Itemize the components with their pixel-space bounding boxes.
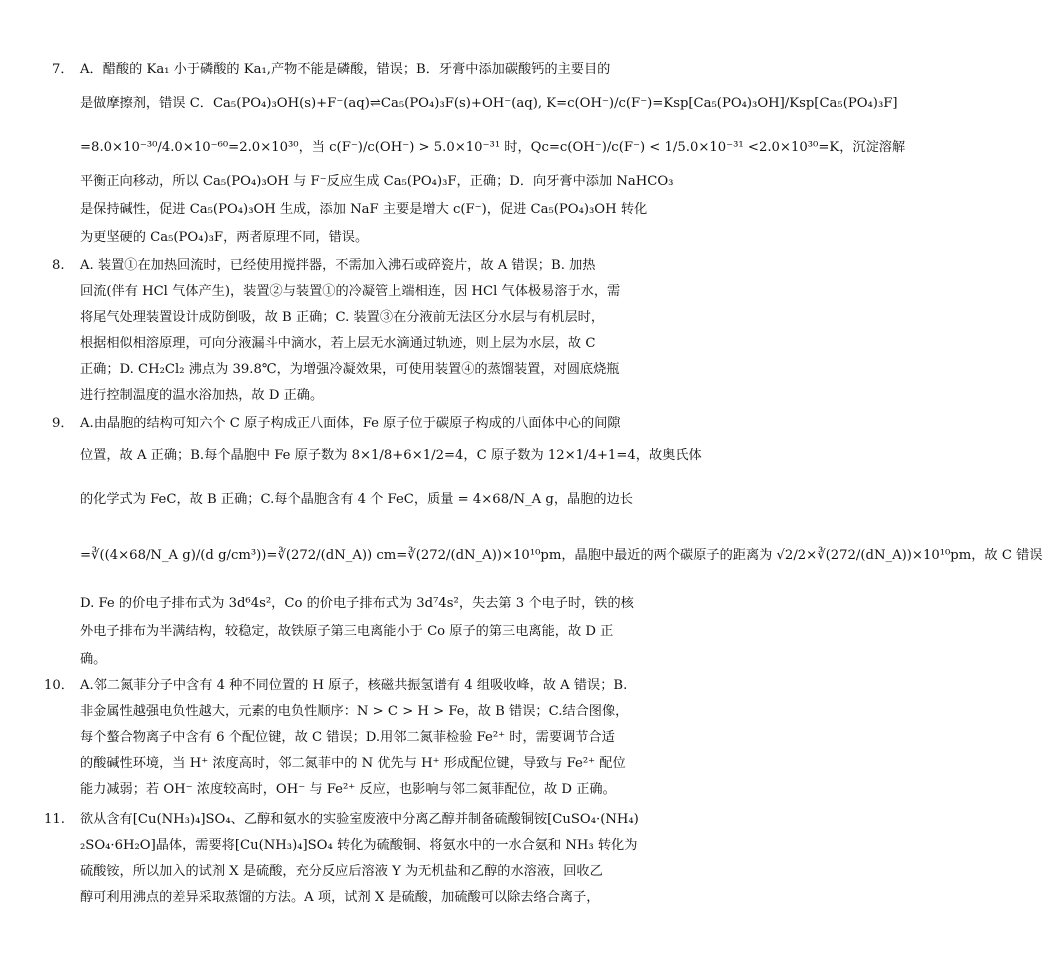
text-line: 硫酸铵，所以加入的试剂 X 是硫酸，充分反应后溶液 Y 为无机盐和乙醇的水溶液，回收乙 bbox=[80, 864, 603, 879]
text-line: 根据相似相溶原理，可向分液漏斗中滴水，若上层无水滴通过轨迹，则上层为水层，故 C bbox=[80, 336, 596, 351]
text-line: 为更坚硬的 Ca₅(PO₄)₃F，两者原理不同，错误。 bbox=[80, 230, 369, 245]
text-line: 醇可利用沸点的差异采取蒸馏的方法。A 项，试剂 X 是硫酸，加硫酸可以除去络合离子， bbox=[80, 890, 600, 905]
text-line: =8.0×10⁻³⁰/4.0×10⁻⁶⁰=2.0×10³⁰，当 c(F⁻)/c(OH⁻) > 5.0×10⁻³¹ 时，Qc=c(OH⁻)/c(F⁻) < 1/5.0×10⁻³¹ <2.0×10³⁰=K，沉淀溶解 bbox=[80, 140, 906, 155]
text-line: 是做摩擦剂，错误 C．Ca₅(PO₄)₃OH(s)+F⁻(aq)⇌Ca₅(PO₄)₃F(s)+OH⁻(aq), K=c(OH⁻)/c(F⁻)=Ksp[Ca₅(PO₄)₃OH]/Ksp[Ca₅(PO₄)₃F] bbox=[80, 96, 898, 111]
text-line: 的酸碱性环境，当 H⁺ 浓度高时，邻二氮菲中的 N 优先与 H⁺ 形成配位键，导致与 Fe²⁺ 配位 bbox=[80, 756, 626, 771]
question-number: 8. bbox=[52, 258, 65, 273]
text-line: 是保持碱性，促进 Ca₅(PO₄)₃OH 生成，添加 NaF 主要是增大 c(F⁻)，促进 Ca₅(PO₄)₃OH 转化 bbox=[80, 202, 648, 217]
text-line: D. Fe 的价电子排布式为 3d⁶4s²，Co 的价电子排布式为 3d⁷4s²，失去第 3 个电子时，铁的核 bbox=[80, 596, 634, 611]
text-line: =∛((4×68/N_A g)/(d g/cm³))=∛(272/(dN_A)) cm=∛(272/(dN_A))×10¹⁰pm，晶胞中最近的两个碳原子的距离为 √2/2×∛(272/(dN_A))×10¹⁰pm，故 C 错误 bbox=[80, 548, 1042, 563]
text-line: ₂SO₄·6H₂O]晶体，需要将[Cu(NH₃)₄]SO₄ 转化为硫酸铜、将氨水中的一水合氨和 NH₃ 转化为 bbox=[80, 838, 638, 853]
text-line: 平衡正向移动，所以 Ca₅(PO₄)₃OH 与 F⁻反应生成 Ca₅(PO₄)₃F，正确；D．向牙膏中添加 NaHCO₃ bbox=[80, 174, 674, 189]
text-line: A．醋酸的 Ka₁ 小于磷酸的 Ka₁,产物不能是磷酸，错误；B．牙膏中添加碳酸钙的主要目的 bbox=[80, 62, 611, 77]
text-line: 进行控制温度的温水浴加热，故 D 正确。 bbox=[80, 388, 324, 403]
text-line: 回流(伴有 HCl 气体产生)，装置②与装置①的冷凝管上端相连，因 HCl 气体极易溶于水，需 bbox=[80, 284, 621, 299]
text-line: 欲从含有[Cu(NH₃)₄]SO₄、乙醇和氨水的实验室废液中分离乙醇并制备硫酸铜铵[CuSO₄·(NH₄) bbox=[80, 812, 639, 827]
question-number: 9． bbox=[52, 416, 74, 431]
text-line: 位置，故 A 正确；B.每个晶胞中 Fe 原子数为 8×1/8+6×1/2=4，C 原子数为 12×1/4+1=4，故奥氏体 bbox=[80, 448, 702, 463]
text-line: 的化学式为 FeC，故 B 正确；C.每个晶胞含有 4 个 FeC，质量 = 4×68/N_A g，晶胞的边长 bbox=[80, 492, 633, 507]
text-line: 外电子排布为半满结构，较稳定，故铁原子第三电离能小于 Co 原子的第三电离能，故 D 正 bbox=[80, 624, 614, 639]
text-line: 每个螯合物离子中含有 6 个配位键，故 C 错误；D.用邻二氮菲检验 Fe²⁺ 时，需要调节合适 bbox=[80, 730, 615, 745]
text-line: 能力减弱；若 OH⁻ 浓度较高时，OH⁻ 与 Fe²⁺ 反应，也影响与邻二氮菲配位，故 D 正确。 bbox=[80, 782, 616, 797]
question-number: 7． bbox=[52, 62, 74, 77]
text-line: A.邻二氮菲分子中含有 4 种不同位置的 H 原子，核磁共振氢谱有 4 组吸收峰，故 A 错误；B. bbox=[80, 678, 628, 693]
text-line: 非金属性越强电负性越大，元素的电负性顺序：N > C > H > Fe，故 B 错误；C.结合图像， bbox=[80, 704, 629, 719]
text-line: A. 装置①在加热回流时，已经使用搅拌器，不需加入沸石或碎瓷片，故 A 错误；B. 加热 bbox=[80, 258, 596, 273]
text-line: 确。 bbox=[80, 652, 107, 667]
text-line: 将尾气处理装置设计成防倒吸，故 B 正确；C. 装置③在分液前无法区分水层与有机层时， bbox=[80, 310, 605, 325]
question-number: 10． bbox=[44, 678, 74, 693]
text-line: 正确；D. CH₂Cl₂ 沸点为 39.8℃，为增强冷凝效果，可使用装置④的蒸馏装置，对圆底烧瓶 bbox=[80, 362, 620, 377]
text-line: A.由晶胞的结构可知六个 C 原子构成正八面体，Fe 原子位于碳原子构成的八面体中心的间隙 bbox=[80, 416, 621, 431]
question-number: 11. bbox=[44, 812, 65, 827]
